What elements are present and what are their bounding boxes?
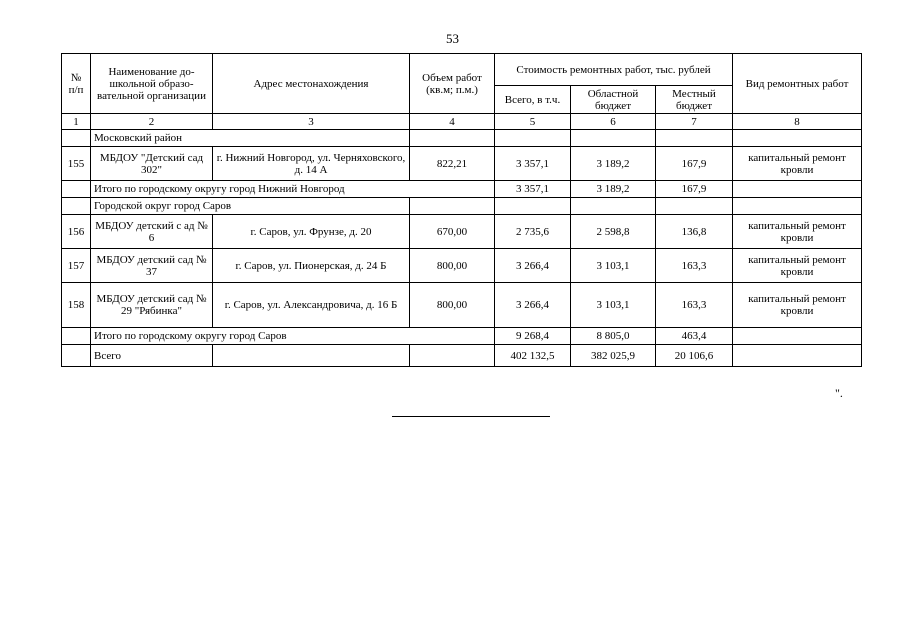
grand-total-regional: 382 025,9 bbox=[571, 345, 656, 367]
subtotal-regional: 8 805,0 bbox=[571, 328, 656, 345]
row-volume: 822,21 bbox=[410, 147, 495, 181]
header-local: Местный бюджет bbox=[656, 86, 733, 114]
row-work-type: капитальный ремонт кровли bbox=[733, 147, 862, 181]
row-num: 156 bbox=[62, 215, 91, 249]
grand-total-label: Всего bbox=[91, 345, 213, 367]
subtotal-label: Итого по городскому округу город Саров bbox=[91, 328, 495, 345]
header-total: Всего, в т.ч. bbox=[495, 86, 571, 114]
column-number: 7 bbox=[656, 114, 733, 130]
section-title: Московский район bbox=[91, 130, 410, 147]
row-local: 163,3 bbox=[656, 283, 733, 328]
row-local: 136,8 bbox=[656, 215, 733, 249]
row-volume: 670,00 bbox=[410, 215, 495, 249]
table-row bbox=[62, 283, 862, 328]
closing-quote-mark: ". bbox=[835, 386, 843, 400]
row-regional: 3 189,2 bbox=[571, 147, 656, 181]
grand-total-row bbox=[62, 345, 862, 367]
row-address: г. Саров, ул. Фрунзе, д. 20 bbox=[213, 215, 410, 249]
subtotal-row bbox=[62, 181, 862, 198]
section-title: Городской округ город Саров bbox=[91, 198, 410, 215]
column-number: 5 bbox=[495, 114, 571, 130]
row-name: МБДОУ детский сад № 29 "Рябинка" bbox=[91, 283, 213, 328]
row-work-type: капитальный ремонт кровли bbox=[733, 249, 862, 283]
header-work-type: Вид ремонтных работ bbox=[733, 54, 862, 114]
column-number: 2 bbox=[91, 114, 213, 130]
row-regional: 3 103,1 bbox=[571, 283, 656, 328]
subtotal-label: Итого по городскому округу город Нижний Новгород bbox=[91, 181, 495, 198]
subtotal-total: 3 357,1 bbox=[495, 181, 571, 198]
subtotal-local: 167,9 bbox=[656, 181, 733, 198]
row-name: МБДОУ "Детский сад 302" bbox=[91, 147, 213, 181]
row-address: г. Саров, ул. Пионерская, д. 24 Б bbox=[213, 249, 410, 283]
subtotal-total: 9 268,4 bbox=[495, 328, 571, 345]
grand-total-total: 402 132,5 bbox=[495, 345, 571, 367]
row-total: 3 266,4 bbox=[495, 249, 571, 283]
table-row bbox=[62, 249, 862, 283]
header-row bbox=[62, 54, 862, 86]
table-row bbox=[62, 147, 862, 181]
row-work-type: капитальный ремонт кровли bbox=[733, 283, 862, 328]
section-title-row bbox=[62, 130, 862, 147]
header-num: № п/п bbox=[62, 54, 91, 114]
repair-works-table bbox=[61, 53, 862, 367]
row-volume: 800,00 bbox=[410, 283, 495, 328]
header-address: Адрес местонахождения bbox=[213, 54, 410, 114]
row-num: 158 bbox=[62, 283, 91, 328]
header-volume: Объем работ (кв.м; п.м.) bbox=[410, 54, 495, 114]
subtotal-local: 463,4 bbox=[656, 328, 733, 345]
subtotal-row bbox=[62, 328, 862, 345]
end-rule-divider bbox=[392, 416, 550, 417]
row-num: 155 bbox=[62, 147, 91, 181]
row-address: г. Саров, ул. Александровича, д. 16 Б bbox=[213, 283, 410, 328]
row-regional: 3 103,1 bbox=[571, 249, 656, 283]
subtotal-regional: 3 189,2 bbox=[571, 181, 656, 198]
row-regional: 2 598,8 bbox=[571, 215, 656, 249]
column-number: 6 bbox=[571, 114, 656, 130]
row-name: МБДОУ детский с ад № 6 bbox=[91, 215, 213, 249]
column-number: 1 bbox=[62, 114, 91, 130]
row-name: МБДОУ детский сад № 37 bbox=[91, 249, 213, 283]
row-local: 167,9 bbox=[656, 147, 733, 181]
header-name: Наименование до-школьной образо-вательной организации bbox=[91, 54, 213, 114]
row-local: 163,3 bbox=[656, 249, 733, 283]
column-number-row bbox=[62, 114, 862, 130]
row-work-type: капитальный ремонт кровли bbox=[733, 215, 862, 249]
row-total: 2 735,6 bbox=[495, 215, 571, 249]
column-number: 4 bbox=[410, 114, 495, 130]
table-row bbox=[62, 215, 862, 249]
page-number: 53 bbox=[446, 31, 459, 46]
section-title-row bbox=[62, 198, 862, 215]
column-number: 3 bbox=[213, 114, 410, 130]
row-total: 3 266,4 bbox=[495, 283, 571, 328]
row-num: 157 bbox=[62, 249, 91, 283]
grand-total-local: 20 106,6 bbox=[656, 345, 733, 367]
header-cost-group: Стоимость ремонтных работ, тыс. рублей bbox=[495, 54, 733, 86]
row-total: 3 357,1 bbox=[495, 147, 571, 181]
column-number: 8 bbox=[733, 114, 862, 130]
row-volume: 800,00 bbox=[410, 249, 495, 283]
row-address: г. Нижний Новгород, ул. Черняховского, д. 14 А bbox=[213, 147, 410, 181]
header-regional: Областной бюджет bbox=[571, 86, 656, 114]
